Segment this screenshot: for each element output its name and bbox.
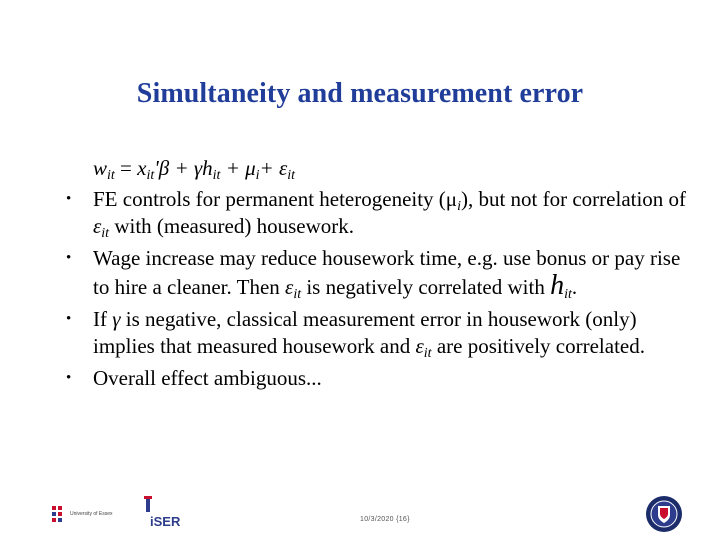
date-page-number: 10/3/2020 {16} xyxy=(360,516,410,523)
bullet-dot: • xyxy=(66,250,72,266)
university-label: University of Essex xyxy=(70,511,113,517)
bullet-item: • Wage increase may reduce housework time, e.g. use bonus or pay rise to hire a cleaner. Then $\varepsilon_{it}$ is negatively correlated with $h_{it}$. xyxy=(66,246,681,302)
crest-logo xyxy=(644,494,684,534)
equation-line: $w_{it} = x_{it}'\beta + \gamma h_{it} + \mu_i+ \varepsilon_{it}$ xyxy=(93,156,296,183)
iser-label: iSER xyxy=(150,514,181,529)
slide-title: Simultaneity and measurement error xyxy=(136,78,584,109)
bullet-item: • FE controls for permanent heterogeneity $(\mu_i)$, but not for correlation of $\varepsilon_{it}$ with (measured) housework. xyxy=(66,187,687,241)
bullet-list xyxy=(60,186,700,392)
bullet-item: • Overall effect ambiguous... xyxy=(66,366,322,390)
bullet-dot: • xyxy=(66,311,72,327)
bullet-item: • If γ is negative, classical measurement error in housework (only) implies that measured housework and $\varepsilon_{it}$ are positively correlated. xyxy=(66,307,645,361)
bullet-dot: • xyxy=(66,191,72,207)
slide-body xyxy=(60,155,700,397)
bullet-dot: • xyxy=(66,370,72,386)
